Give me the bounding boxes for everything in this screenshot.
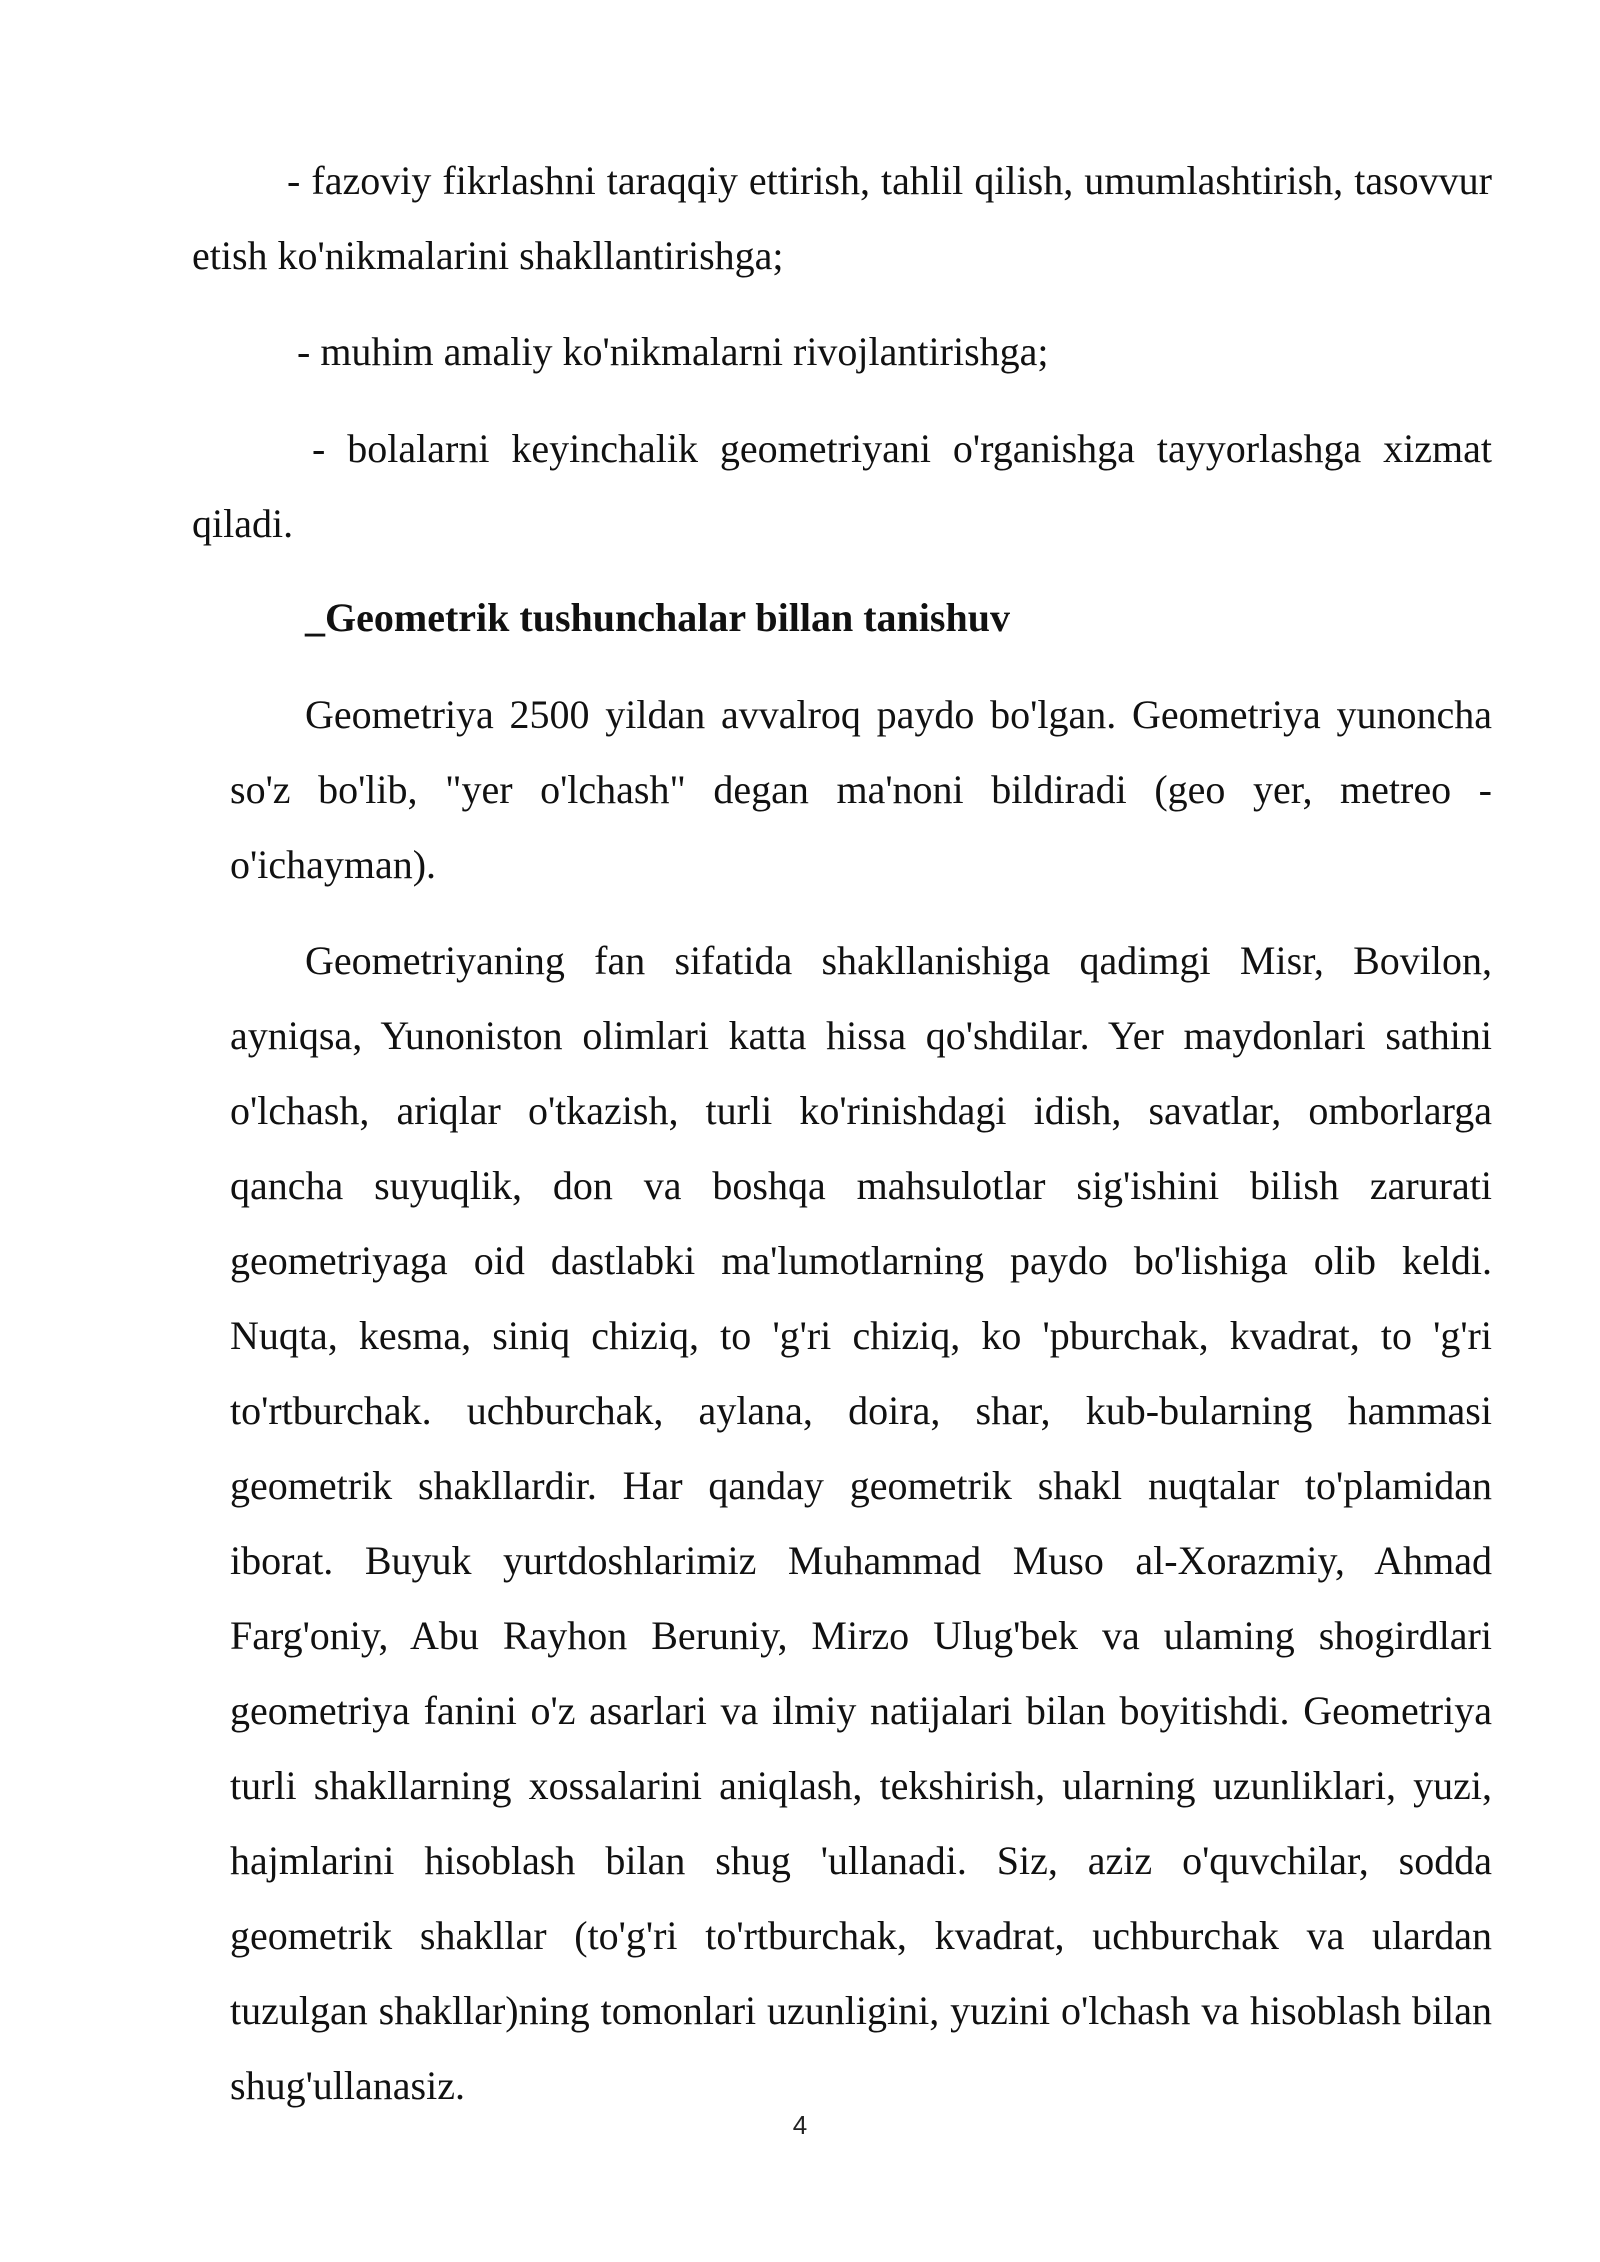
list-item-spatial-thinking: - fazoviy fikrlashni taraqqiy ettirish, tahlil qilish, umumlashtirish, tasovvur etish ko'nikmalarini shakllantirishga; (192, 158, 1492, 278)
list-item-practical-skills: - muhim amaliy ko'nikmalarni rivojlantirishga; (297, 329, 1049, 374)
paragraph-geometry-origin: Geometriya 2500 yildan avvalroq paydo bo'lgan. Geometriya yunoncha so'z bo'lib, "yer o'lchash" degan ma'noni bildiradi (geo yer, metreo - o'ichayman). (230, 692, 1492, 887)
section-heading: _Geometrik tushunchalar billan tanishuv (305, 595, 1010, 640)
paragraph-geometry-history: Geometriyaning fan sifatida shakllanishiga qadimgi Misr, Bovilon, ayniqsa, Yunoniston olimlari katta hissa qo'shdilar. Yer maydonlari sathini o'lchash, ariqlar o'tkazish, turli ko'rinishdagi idish, savatlar, omborlarga qancha suyuqlik, don va boshqa mahsulotlar sig'ishini bilish zarurati geometriyaga oid dastlabki ma'lumotlarning paydo bo'lishiga olib keldi. Nuqta, kesma, siniq chiziq, to 'g'ri chiziq, ko 'pburchak, kvadrat, to 'g'ri to'rtburchak. uchburchak, aylana, doira, shar, kub-bularning hammasi geometrik shakllardir. Har qanday geometrik shakl nuqtalar to'plamidan iborat. Buyuk yurtdoshlarimiz Muhammad Muso al-Xorazmiy, Ahmad Farg'oniy, Abu Rayhon Beruniy, Mirzo Ulug'bek va ulaming shogirdlari geometriya fanini o'z asarlari va ilmiy natijalari bilan boyitishdi. Geometriya turli shakllarning xossalarini aniqlash, tekshirish, ularning uzunliklari, yuzi, hajmlarini hisoblash bilan shug 'ullanadi. Siz, aziz o'quvchilar, sodda geometrik shakllar (to'g'ri to'rtburchak, kvadrat, uchburchak va ulardan tuzulgan shakllar)ning tomonlari uzunligini, yuzini o'lchash va hisoblash bilan shug'ullanasiz. (230, 938, 1492, 2108)
page-number: 4 (792, 2110, 808, 2140)
list-item-preparation: - bolalarni keyinchalik geometriyani o'rganishga tayyorlashga xizmat qiladi. (192, 426, 1492, 546)
